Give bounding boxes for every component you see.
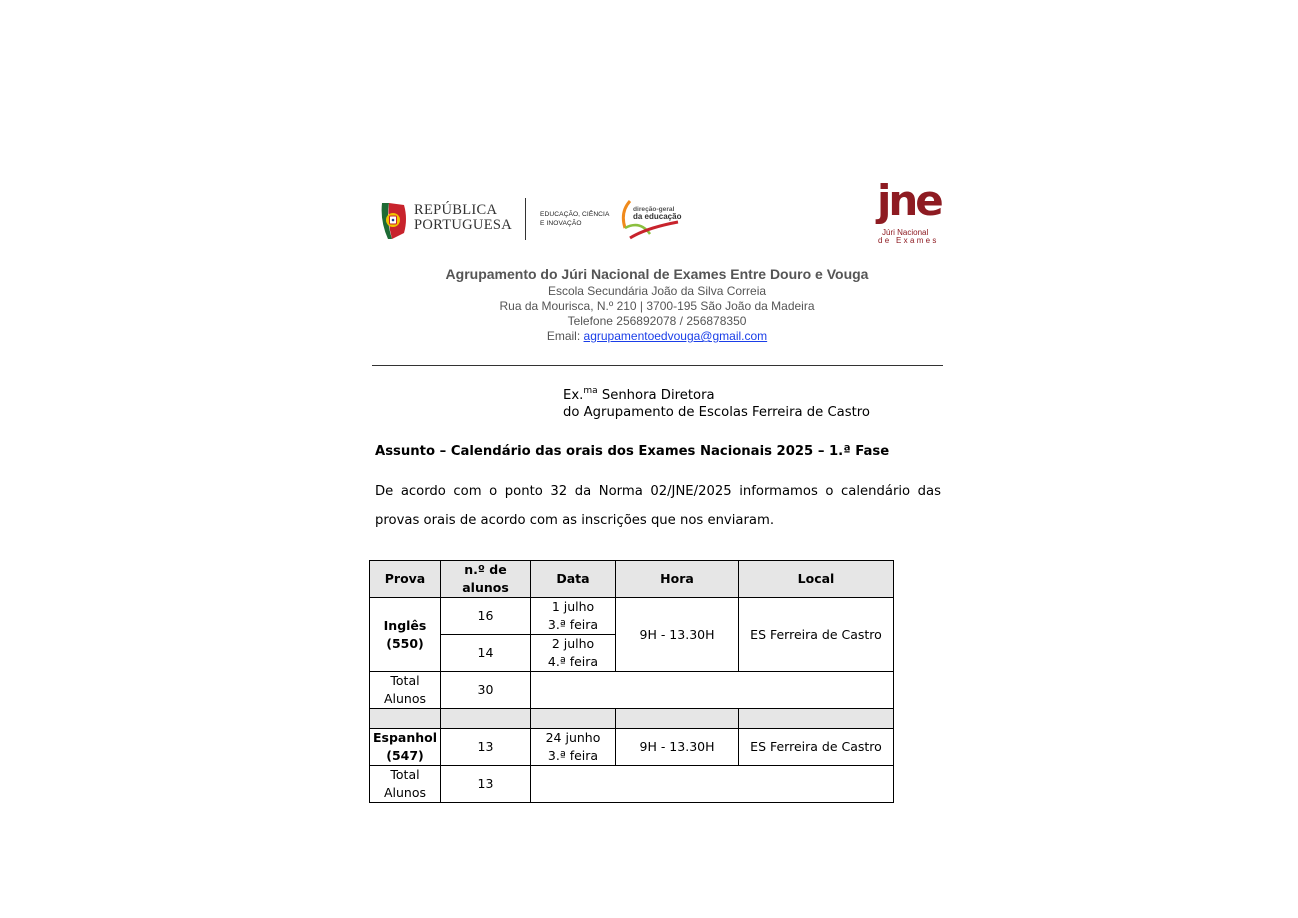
prova-espanhol: Espanhol (547) [370,729,441,766]
ministerio-label: EDUCAÇÃO, CIÊNCIA E INOVAÇÃO [540,211,610,227]
empty-cell [531,766,894,803]
hora-ingles: 9H - 13.30H [616,598,739,672]
total-espanhol: 13 [441,766,531,803]
email-link[interactable]: agrupamentoedvouga@gmail.com [583,329,768,343]
dge-line1: direção-geral [633,206,675,213]
total-ingles: 30 [441,672,531,709]
prova-ingles: Inglês (550) [370,598,441,672]
institution-title: Agrupamento do Júri Nacional de Exames Entre Douro e Vouga [445,266,869,282]
jne-sub-line1: Júri Nacional [882,228,929,237]
email-label: Email: [546,329,584,343]
republica-logo [378,199,513,241]
table-row [370,598,894,635]
hora-espanhol: 9H - 13.30H [616,729,739,766]
alunos-ingles-1: 16 [441,598,531,635]
body-line2: provas orais de acordo com as inscrições que nos enviaram. [375,513,775,528]
subject-line: Assunto – Calendário das orais dos Exames Nacionais 2025 – 1.ª Fase [375,444,890,459]
orals-calendar-table [369,560,894,803]
jne-logo [876,176,944,248]
jne-sub-line2: de Exames [878,236,939,245]
table-header-row [370,561,894,598]
total-label-ingles: Total Alunos [370,672,441,709]
header-data: Data [531,561,616,598]
addressee-line2: do Agrupamento de Escolas Ferreira de Castro [563,405,870,420]
alunos-espanhol: 13 [441,729,531,766]
header-alunos: n.º de alunos [441,561,531,598]
data-espanhol: 24 junho 3.ª feira [531,729,616,766]
body-line1: De acordo com o ponto 32 da Norma 02/JNE/2025 informamos o calendário das [375,484,941,499]
header-prova: Prova [370,561,441,598]
jne-mark: jne [877,176,941,225]
republica-line1: REPÚBLICA [414,202,498,218]
institution-school: Escola Secundária João da Silva Correia [547,284,767,298]
republica-line2: PORTUGUESA [414,217,513,233]
logo-divider [525,198,526,240]
republica-emblem-icon [378,199,408,241]
header-divider [372,365,943,366]
institution-phone: Telefone 256892078 / 256878350 [567,314,747,328]
institution-address: Rua da Mourisca, N.º 210 | 3700-195 São João da Madeira [499,299,815,313]
local-ingles: ES Ferreira de Castro [739,598,894,672]
addressee-salutation: Ex.$^{ma}$ Senhora Diretora [563,386,715,403]
empty-cell [531,672,894,709]
data-ingles-2: 2 julho 4.ª feira [531,635,616,672]
local-espanhol: ES Ferreira de Castro [739,729,894,766]
header-local: Local [739,561,894,598]
institution-email-line [372,329,942,343]
data-ingles-1: 1 julho 3.ª feira [531,598,616,635]
table-row-total-espanhol [370,766,894,803]
table-spacer-row [370,709,894,729]
dge-logo [620,198,682,240]
header-hora: Hora [616,561,739,598]
total-label-espanhol: Total Alunos [370,766,441,803]
dge-line2: da educação [633,212,682,221]
table-row-total-ingles [370,672,894,709]
table-row [370,729,894,766]
alunos-ingles-2: 14 [441,635,531,672]
